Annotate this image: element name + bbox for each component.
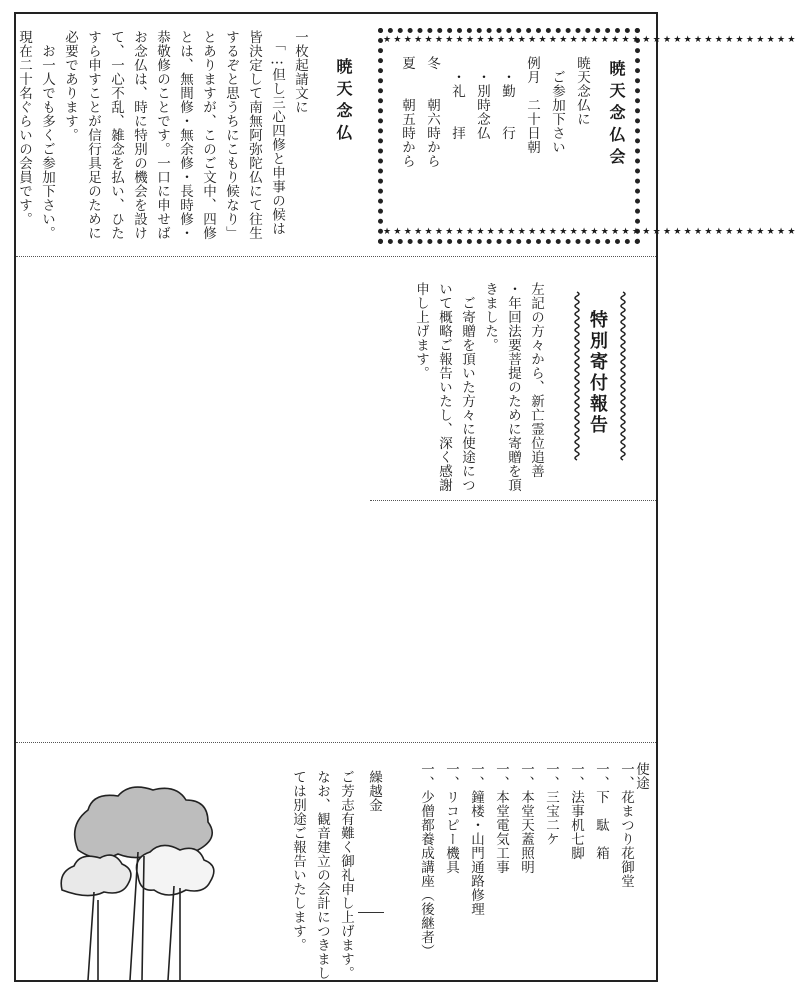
special-donation-line: ご寄贈を頂いた方々に使途につ: [459, 282, 475, 492]
usage-item: 一、少僧都養成講座（後継者）: [418, 762, 434, 958]
section-divider: [16, 742, 656, 743]
gyoten-kai-line: 冬 朝六時から: [424, 56, 440, 168]
gyoten-article-line: 一枚起請文に: [292, 30, 308, 114]
gyoten-kai-line: 夏 朝五時から: [399, 56, 415, 168]
gyoten-article-line: 「…但し三心四修と申事の候は: [269, 30, 285, 236]
wavy-border-left: [572, 292, 582, 462]
usage-item: 一、法事机七脚: [568, 762, 584, 860]
tree-illustration-icon: [58, 780, 258, 980]
special-donation-title: 特別寄付報告: [587, 310, 608, 436]
usage-item: 一、花まつり花御堂: [618, 762, 634, 888]
wavy-border-right: [618, 292, 628, 462]
section-divider: [16, 256, 656, 257]
usage-item: 一、三宝二ケ: [543, 762, 559, 846]
usage-item: 一、本堂電気工事: [493, 762, 509, 874]
closing-line: ご芳志有難く御礼申し上げます。: [338, 770, 354, 980]
special-donation-line: 申し上げます。: [413, 282, 429, 380]
gyoten-kai-line: 暁天念仏に: [574, 56, 590, 126]
special-donation-line: ・年回法要菩提のために寄贈を頂: [505, 282, 521, 492]
amount-rule: [358, 912, 384, 913]
gyoten-article-line: 必要であります。: [62, 30, 78, 142]
gyoten-article-title: 暁天念仏: [334, 58, 353, 146]
gyoten-kai-line: ・別時念仏: [474, 56, 490, 140]
gyoten-article-line: するぞと思うちにこもり候なり」: [223, 30, 239, 240]
gyoten-article-line: とは、無間修・無余修・長時修・: [177, 30, 193, 240]
kurikoshi-label: 繰越金: [366, 770, 382, 812]
gyoten-article-line: すら申すことが信行具足のために: [85, 30, 101, 240]
usage-item: 一、鐘楼・山門通路修理: [468, 762, 484, 916]
star-border: ★★★★★★★★★★★★★★★★★★★★★★★★★★★★★★★★★★★★★★★★: [383, 35, 798, 45]
gyoten-kai-title: 暁天念仏会: [607, 60, 626, 170]
gyoten-article-line: お念仏は、時に特別の機会を設け: [131, 30, 147, 240]
closing-line: なお、観音建立の会計につきまし: [314, 770, 330, 980]
gyoten-article-line: とありますが、このご文中、四修: [200, 30, 216, 240]
gyoten-article-line: お一人でも多くご参加下さい。: [39, 30, 55, 240]
gyoten-article-line: 恭敬修のことです。一口に申せば: [154, 30, 170, 240]
gyoten-article-line: 皆決定して南無阿弥陀仏にて往生: [246, 30, 262, 240]
gyoten-kai-line: 例月 二十日朝: [524, 56, 540, 154]
gyoten-kai-line: ご参加下さい: [549, 56, 565, 154]
special-donation-line: いて概略ご報告いたし、深く感謝: [436, 282, 452, 492]
star-border: ★★★★★★★★★★★★★★★★★★★★★★★★★★★★★★★★★★★★★★★★: [383, 227, 798, 237]
gyoten-kai-line: ・礼 拝: [449, 56, 465, 140]
usage-item: 一、リコピー機具: [443, 762, 459, 874]
special-donation-line: 左記の方々から、新亡霊位追善: [528, 282, 544, 478]
gyoten-article-line: 現在二十名ぐらいの会員です。: [16, 30, 32, 226]
closing-line: ては別途ご報告いたします。: [290, 770, 306, 952]
usage-item: 一、下 駄 箱: [593, 762, 609, 860]
gyoten-article-line: て、一心不乱、雑念を払い、ひた: [108, 30, 124, 240]
usage-item: 一、本堂天蓋照明: [518, 762, 534, 874]
usage-heading: 使途: [633, 762, 649, 790]
section-divider: [370, 500, 656, 501]
special-donation-line: きました。: [482, 282, 498, 352]
gyoten-kai-line: ・勤 行: [499, 56, 515, 140]
